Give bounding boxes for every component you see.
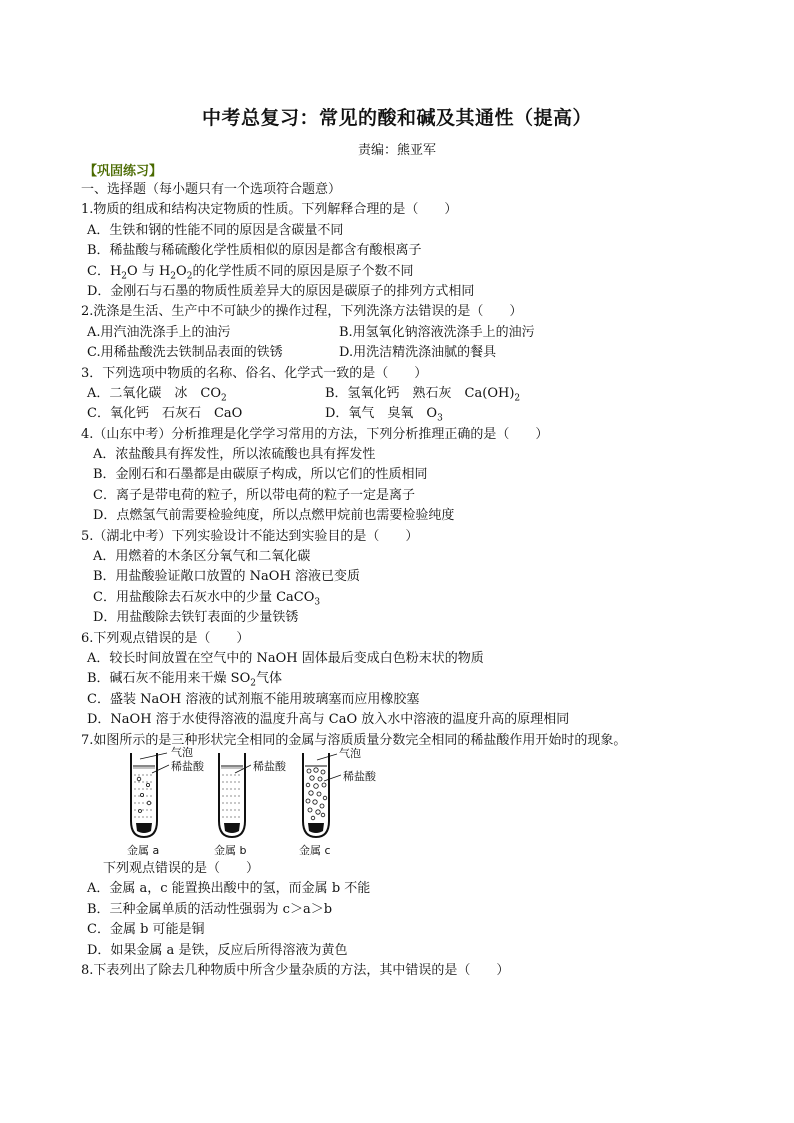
- q3-option-c: C．氧化钙 石灰石 CaO: [87, 406, 243, 422]
- q4-option-a: A．浓盐酸具有挥发性，所以浓硫酸也具有挥发性: [93, 447, 376, 463]
- page-title: 中考总复习：常见的酸和碱及其通性（提高）: [201, 107, 592, 129]
- label-metal-b: 金属 b: [214, 843, 247, 857]
- q4-option-d: D．点燃氢气前需要检验纯度，所以点燃甲烷前也需要检验纯度: [93, 508, 455, 524]
- tube-a: [131, 753, 157, 837]
- q2-row-cd: [81, 343, 721, 363]
- q1-c-sub1: 2: [121, 271, 128, 282]
- q6-b-post: 气体: [255, 671, 282, 687]
- q5-c-sub: 3: [314, 597, 321, 608]
- part-heading: 一、选择题（每小题只有一个选项符合题意）: [81, 182, 342, 197]
- label-bubble-c: 气泡: [339, 746, 361, 760]
- q1-c-mid1: O 与 H: [127, 263, 171, 279]
- q7-sub-stem: 下列观点错误的是（ ）: [103, 860, 260, 876]
- q6-option-a: A．较长时间放置在空气中的 NaOH 固体最后变成白色粉末状的物质: [87, 650, 484, 666]
- label-bubble-a: 气泡: [171, 745, 193, 759]
- q6-option-d: D．NaOH 溶于水使得溶液的温度升高与 CaO 放入水中溶液的温度升高的原理相同: [87, 712, 570, 728]
- q3-stem: 3．下列选项中物质的名称、俗名、化学式一致的是（ ）: [81, 365, 428, 381]
- q1-option-c: [81, 262, 721, 282]
- editor-line: 责编：熊亚军: [357, 143, 436, 158]
- q7-option-b: B．三种金属单质的活动性强弱为 c＞a＞b: [87, 901, 333, 917]
- q3-b-sub: 2: [514, 393, 521, 404]
- tube-c: [303, 753, 329, 837]
- label-acid-c: 稀盐酸: [343, 769, 376, 783]
- q6-option-b: [81, 669, 721, 689]
- label-acid-b: 稀盐酸: [253, 759, 286, 773]
- q7-stem: 7.如图所示的是三种形状完全相同的金属与溶质质量分数完全相同的稀盐酸作用开始时的现象。: [81, 732, 627, 748]
- q3-d-text: D．氧气 臭氧 O: [325, 406, 438, 422]
- q8-stem: 8.下表列出了除去几种物质中所含少量杂质的方法，其中错误的是（ ）: [81, 962, 510, 978]
- q1-option-a: A．生铁和钢的性能不同的原因是含碳量不同: [87, 222, 344, 238]
- q2-option-b: B.用氢氧化钠溶液洗涤手上的油污: [339, 324, 535, 340]
- q3-d-sub: 3: [437, 413, 443, 424]
- q2-row-ab: [81, 323, 721, 343]
- q1-c-pre: C．H: [87, 263, 122, 279]
- q7-option-a: A．金属 a，c 能置换出酸中的氢，而金属 b 不能: [87, 881, 371, 897]
- q1-c-mid2: O: [176, 263, 187, 279]
- q2-option-c: C.用稀盐酸洗去铁制品表面的铁锈: [87, 345, 283, 361]
- section-tag: 【巩固练习】: [84, 164, 163, 179]
- q7-option-c: C．金属 b 可能是铜: [87, 922, 205, 938]
- q6-b-sub: 2: [250, 678, 256, 689]
- q2-option-d: D.用洗洁精洗涤油腻的餐具: [339, 345, 497, 361]
- q1-c-sub3: 2: [186, 271, 193, 282]
- q3-row-cd: [81, 404, 721, 424]
- q4-option-b: B．金刚石和石墨都是由碳原子构成，所以它们的性质相同: [93, 467, 428, 483]
- label-acid-a: 稀盐酸: [171, 759, 204, 773]
- q6-option-c: C．盛装 NaOH 溶液的试剂瓶不能用玻璃塞而应用橡胶塞: [87, 691, 420, 707]
- q3-a-text: A．二氧化碳 冰 CO: [87, 385, 221, 401]
- q5-option-b: B．用盐酸验证敞口放置的 NaOH 溶液已变质: [93, 569, 360, 585]
- q1-stem: 1.物质的组成和结构决定物质的性质。下列解释合理的是（ ）: [81, 202, 458, 218]
- q2-option-a: A.用汽油洗涤手上的油污: [87, 324, 231, 340]
- q2-stem: 2.洗涤是生活、生产中不可缺少的操作过程，下列洗涤方法错误的是（ ）: [81, 304, 523, 320]
- q5-option-d: D．用盐酸除去铁钉表面的少量铁锈: [93, 610, 299, 626]
- q6-b-text: B．碱石灰不能用来干燥 SO: [87, 671, 251, 687]
- q3-a-sub: 2: [221, 393, 227, 404]
- q5-c-text: C．用盐酸除去石灰水中的少量 CaCO: [93, 589, 315, 605]
- tube-b: [219, 753, 245, 837]
- q1-option-d: D．金刚石与石墨的物质性质差异大的原因是碳原子的排列方式相同: [87, 283, 475, 299]
- q3-row-ab: [81, 384, 721, 404]
- q6-stem: 6.下列观点错误的是（ ）: [81, 630, 250, 646]
- q5-option-a: A．用燃着的木条区分氧气和二氧化碳: [93, 549, 311, 565]
- q3-option-d: [325, 404, 443, 424]
- q5-stem: 5.（湖北中考）下列实验设计不能达到实验目的是（ ）: [81, 528, 419, 544]
- test-tube-figure: [127, 745, 427, 859]
- q4-stem: 4.（山东中考）分析推理是化学学习常用的方法，下列分析推理正确的是（ ）: [81, 426, 549, 442]
- exercise-content: [81, 180, 721, 981]
- label-metal-c: 金属 c: [299, 843, 331, 857]
- q1-c-post: 的化学性质不同的原因是原子个数不同: [192, 263, 414, 279]
- q3-option-b: [325, 384, 520, 404]
- q1-option-b: B．稀盐酸与稀硫酸化学性质相似的原因是都含有酸根离子: [87, 243, 422, 259]
- q5-option-c: [81, 588, 721, 608]
- label-metal-a: 金属 a: [127, 843, 160, 857]
- q1-c-sub2: 2: [170, 271, 177, 282]
- q3-b-text: B．氢氧化钙 熟石灰 Ca(OH): [325, 385, 515, 401]
- q4-option-c: C．离子是带电荷的粒子，所以带电荷的粒子一定是离子: [93, 487, 415, 503]
- q7-option-d: D．如果金属 a 是铁，反应后所得溶液为黄色: [87, 942, 348, 958]
- q3-option-a: [87, 384, 325, 404]
